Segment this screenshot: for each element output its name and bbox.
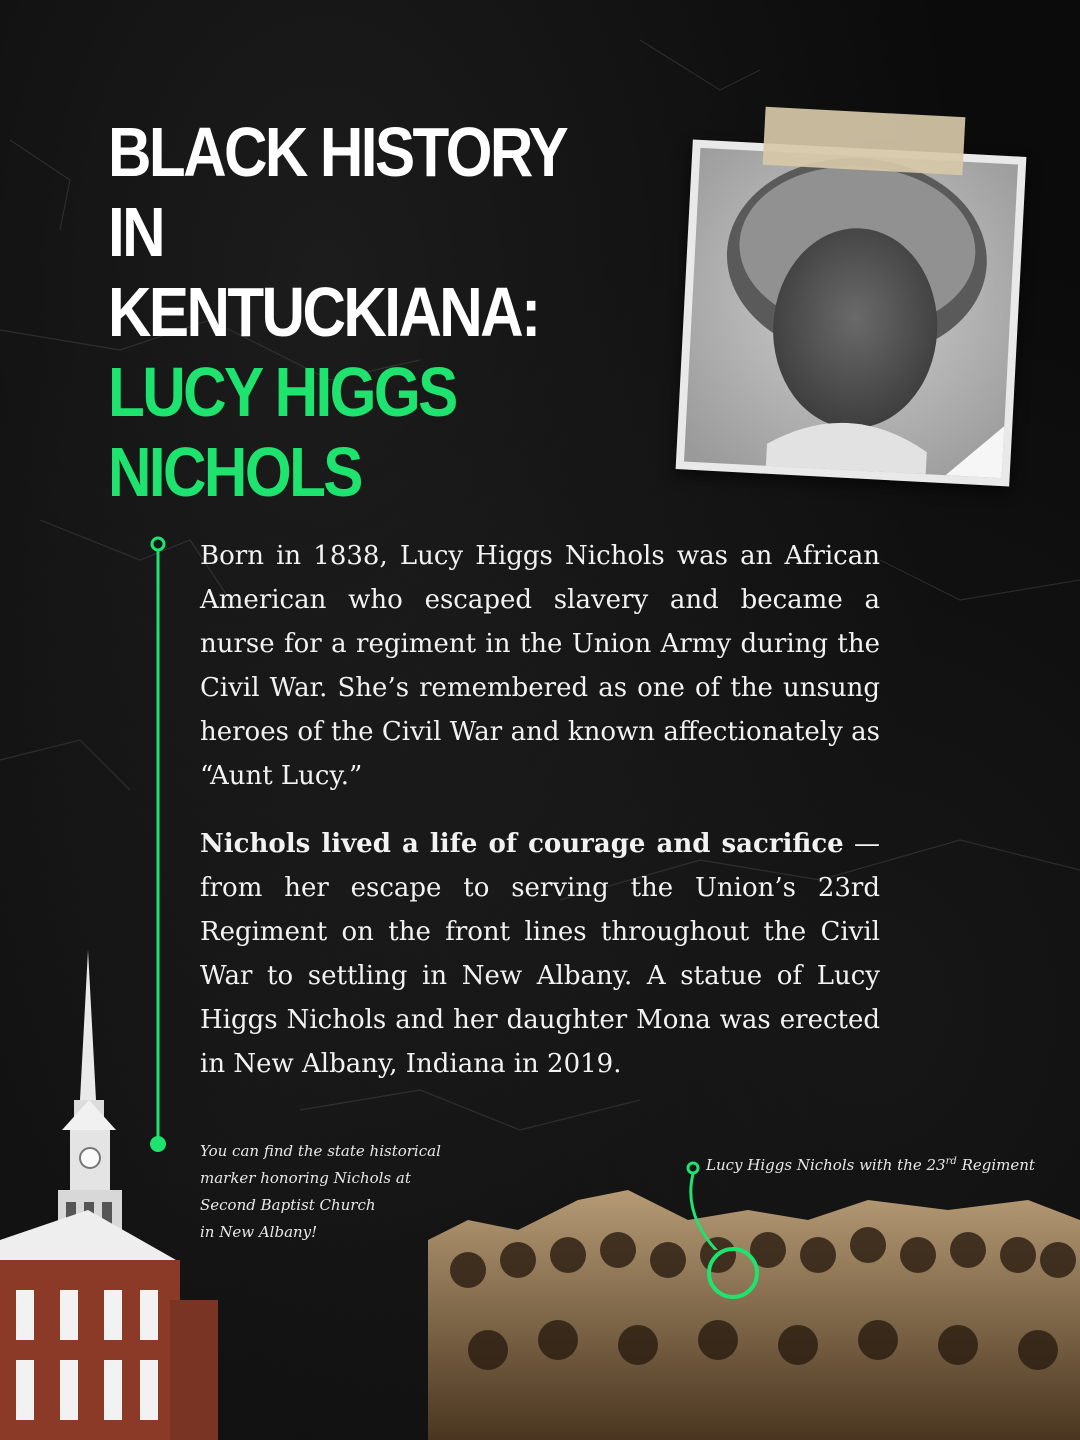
title-line-2: KENTUCKIANA: (108, 273, 539, 351)
pointer-line (691, 1174, 726, 1250)
church-illustration (0, 940, 230, 1440)
portrait-print (676, 139, 1027, 486)
paragraph-2-rest: — from her escape to serving the Union’s 23rd Regiment on the front lines throughout the Civil War to settling in New Albany. A statue of Lucy Higgs Nichols and her daughter Mona was erected in New Albany, Indiana in 2019. (200, 829, 880, 1079)
title-name: LUCY HIGGS NICHOLS (108, 353, 456, 511)
paragraph-1: Born in 1838, Lucy Higgs Nichols was an African American who escaped slavery and became a nurse for a regiment in the Union Army during the Civil War. She’s remembered as one of the unsung heroes of the Civil War and known affectionately as “Aunt Lucy.” (200, 541, 880, 791)
body-text (200, 534, 880, 1110)
timeline-start-dot (152, 538, 164, 550)
pointer-dot (688, 1163, 698, 1173)
regiment-caption (706, 1156, 1035, 1174)
paragraph-2 (200, 822, 880, 1086)
caption-suffix: Regiment (956, 1156, 1035, 1174)
note-line-2: marker honoring Nichols at (200, 1169, 411, 1187)
tape-strip (763, 107, 966, 175)
note-line-1: You can find the state historical (200, 1142, 441, 1160)
title-line-1: BLACK HISTORY IN (108, 113, 566, 271)
caption-superscript: rd (945, 1156, 957, 1167)
note-line-3: Second Baptist Church (200, 1196, 376, 1214)
caption-prefix: Lucy Higgs Nichols with the 23 (706, 1156, 946, 1174)
portrait-image (676, 139, 1027, 486)
page-title (108, 112, 590, 512)
paragraph-2-emphasis: Nichols lived a life of courage and sacrifice (200, 829, 844, 859)
portrait-photo (672, 104, 1032, 494)
note-line-4: in New Albany! (200, 1223, 318, 1241)
